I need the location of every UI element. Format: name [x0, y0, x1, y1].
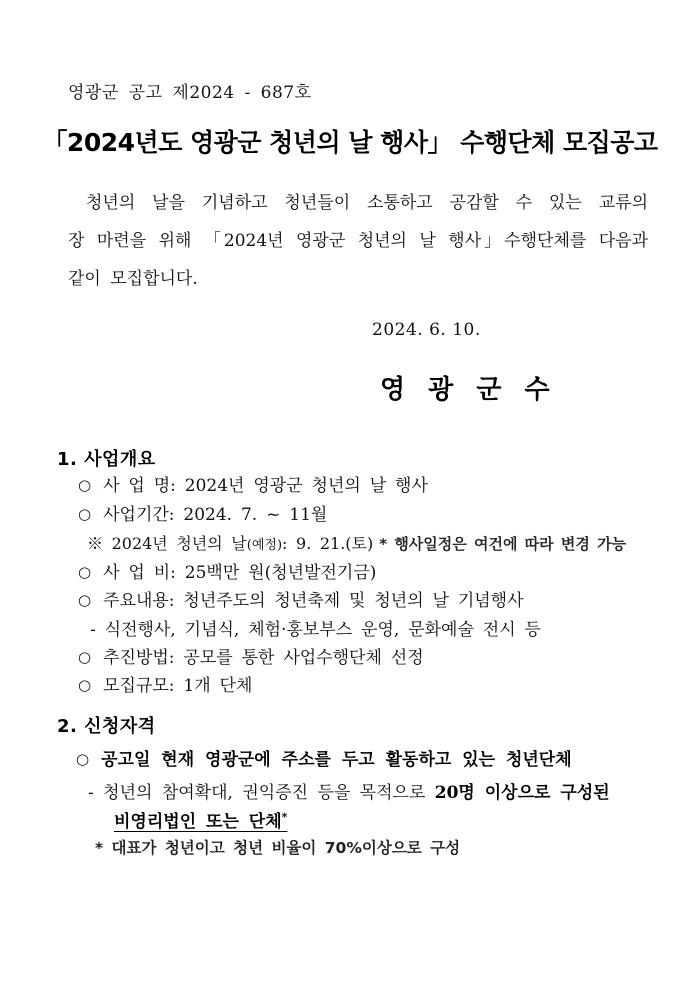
eligibility-detail-line2 — [114, 807, 287, 832]
content-detail-item — [90, 615, 541, 640]
event-date-note — [87, 531, 626, 554]
method-text: 추진방법: 공모를 통한 사업수행단체 선정 — [103, 648, 424, 668]
notice-title: 「2024년도 영광군 청년의 날 행사」 수행단체 모집공고 — [42, 128, 658, 157]
circle-bullet-icon: ○ — [78, 591, 92, 609]
youth-ratio-footnote: * 대표가 청년이고 청년 비율이 70%이상으로 구성 — [95, 839, 461, 857]
event-date-note-main: ※ 2024년 청년의 날 — [87, 534, 247, 553]
business-name-item — [78, 471, 428, 496]
eligibility-detail-line1 — [88, 778, 610, 803]
circle-bullet-icon: ○ — [78, 476, 92, 494]
event-date-note-date: : 9. 21.(토) — [282, 534, 374, 553]
circle-bullet-icon: ○ — [78, 648, 92, 666]
notice-date: 2024. 6. 10. — [372, 320, 481, 340]
eligibility-underlined-phrase — [114, 812, 287, 832]
business-period-item — [78, 500, 327, 525]
intro-paragraph-line-1: 청년의 날을 기념하고 청년들이 소통하고 공감할 수 있는 교류의 — [86, 193, 648, 213]
main-content-item — [78, 586, 524, 611]
circle-bullet-icon: ○ — [76, 750, 90, 768]
scale-text: 모집규모: 1개 단체 — [103, 676, 253, 696]
signer-name: 영 광 군 수 — [380, 375, 550, 405]
main-content-text: 주요내용: 청년주도의 청년축제 및 청년의 날 기념행사 — [103, 591, 524, 611]
content-detail-text: - 식전행사, 기념식, 체험·홍보부스 운영, 문화예술 전시 등 — [90, 620, 541, 640]
circle-bullet-icon: ○ — [78, 563, 92, 581]
section1-heading: 1. 사업개요 — [57, 449, 156, 470]
eligibility-main-text: 공고일 현재 영광군에 주소를 두고 활동하고 있는 청년단체 — [101, 750, 572, 770]
event-date-note-small: (예정) — [246, 538, 283, 553]
eligibility-detail-bold: 20명 이상으로 구성된 — [434, 783, 610, 803]
business-period-text: 사업기간: 2024. 7. ~ 11월 — [103, 505, 328, 525]
business-name-text: 사 업 명: 2024년 영광군 청년의 날 행사 — [103, 476, 428, 496]
event-date-note-aside: * 행사일정은 여건에 따라 변경 가능 — [379, 535, 627, 553]
eligibility-main-item — [76, 745, 572, 770]
business-budget-text: 사 업 비: 25백만 원(청년발전기금) — [103, 563, 377, 583]
circle-bullet-icon: ○ — [78, 676, 92, 694]
eligibility-underlined-text: 비영리법인 또는 단체 — [114, 812, 282, 832]
doc-number: 영광군 공고 제2024 - 687호 — [68, 83, 312, 103]
eligibility-detail-prefix: - 청년의 참여확대, 권익증진 등을 목적으로 — [88, 783, 435, 803]
intro-paragraph-line-2: 장 마련을 위해 「2024년 영광군 청년의 날 행사」수행단체를 다음과 — [68, 231, 648, 251]
intro-paragraph-line-3: 같이 모집합니다. — [68, 269, 198, 289]
business-budget-item — [78, 558, 376, 583]
section2-heading: 2. 신청자격 — [57, 716, 156, 737]
footnote-asterisk-mark: * — [281, 810, 288, 824]
circle-bullet-icon: ○ — [78, 505, 92, 523]
method-item — [78, 643, 424, 668]
scale-item — [78, 671, 252, 696]
